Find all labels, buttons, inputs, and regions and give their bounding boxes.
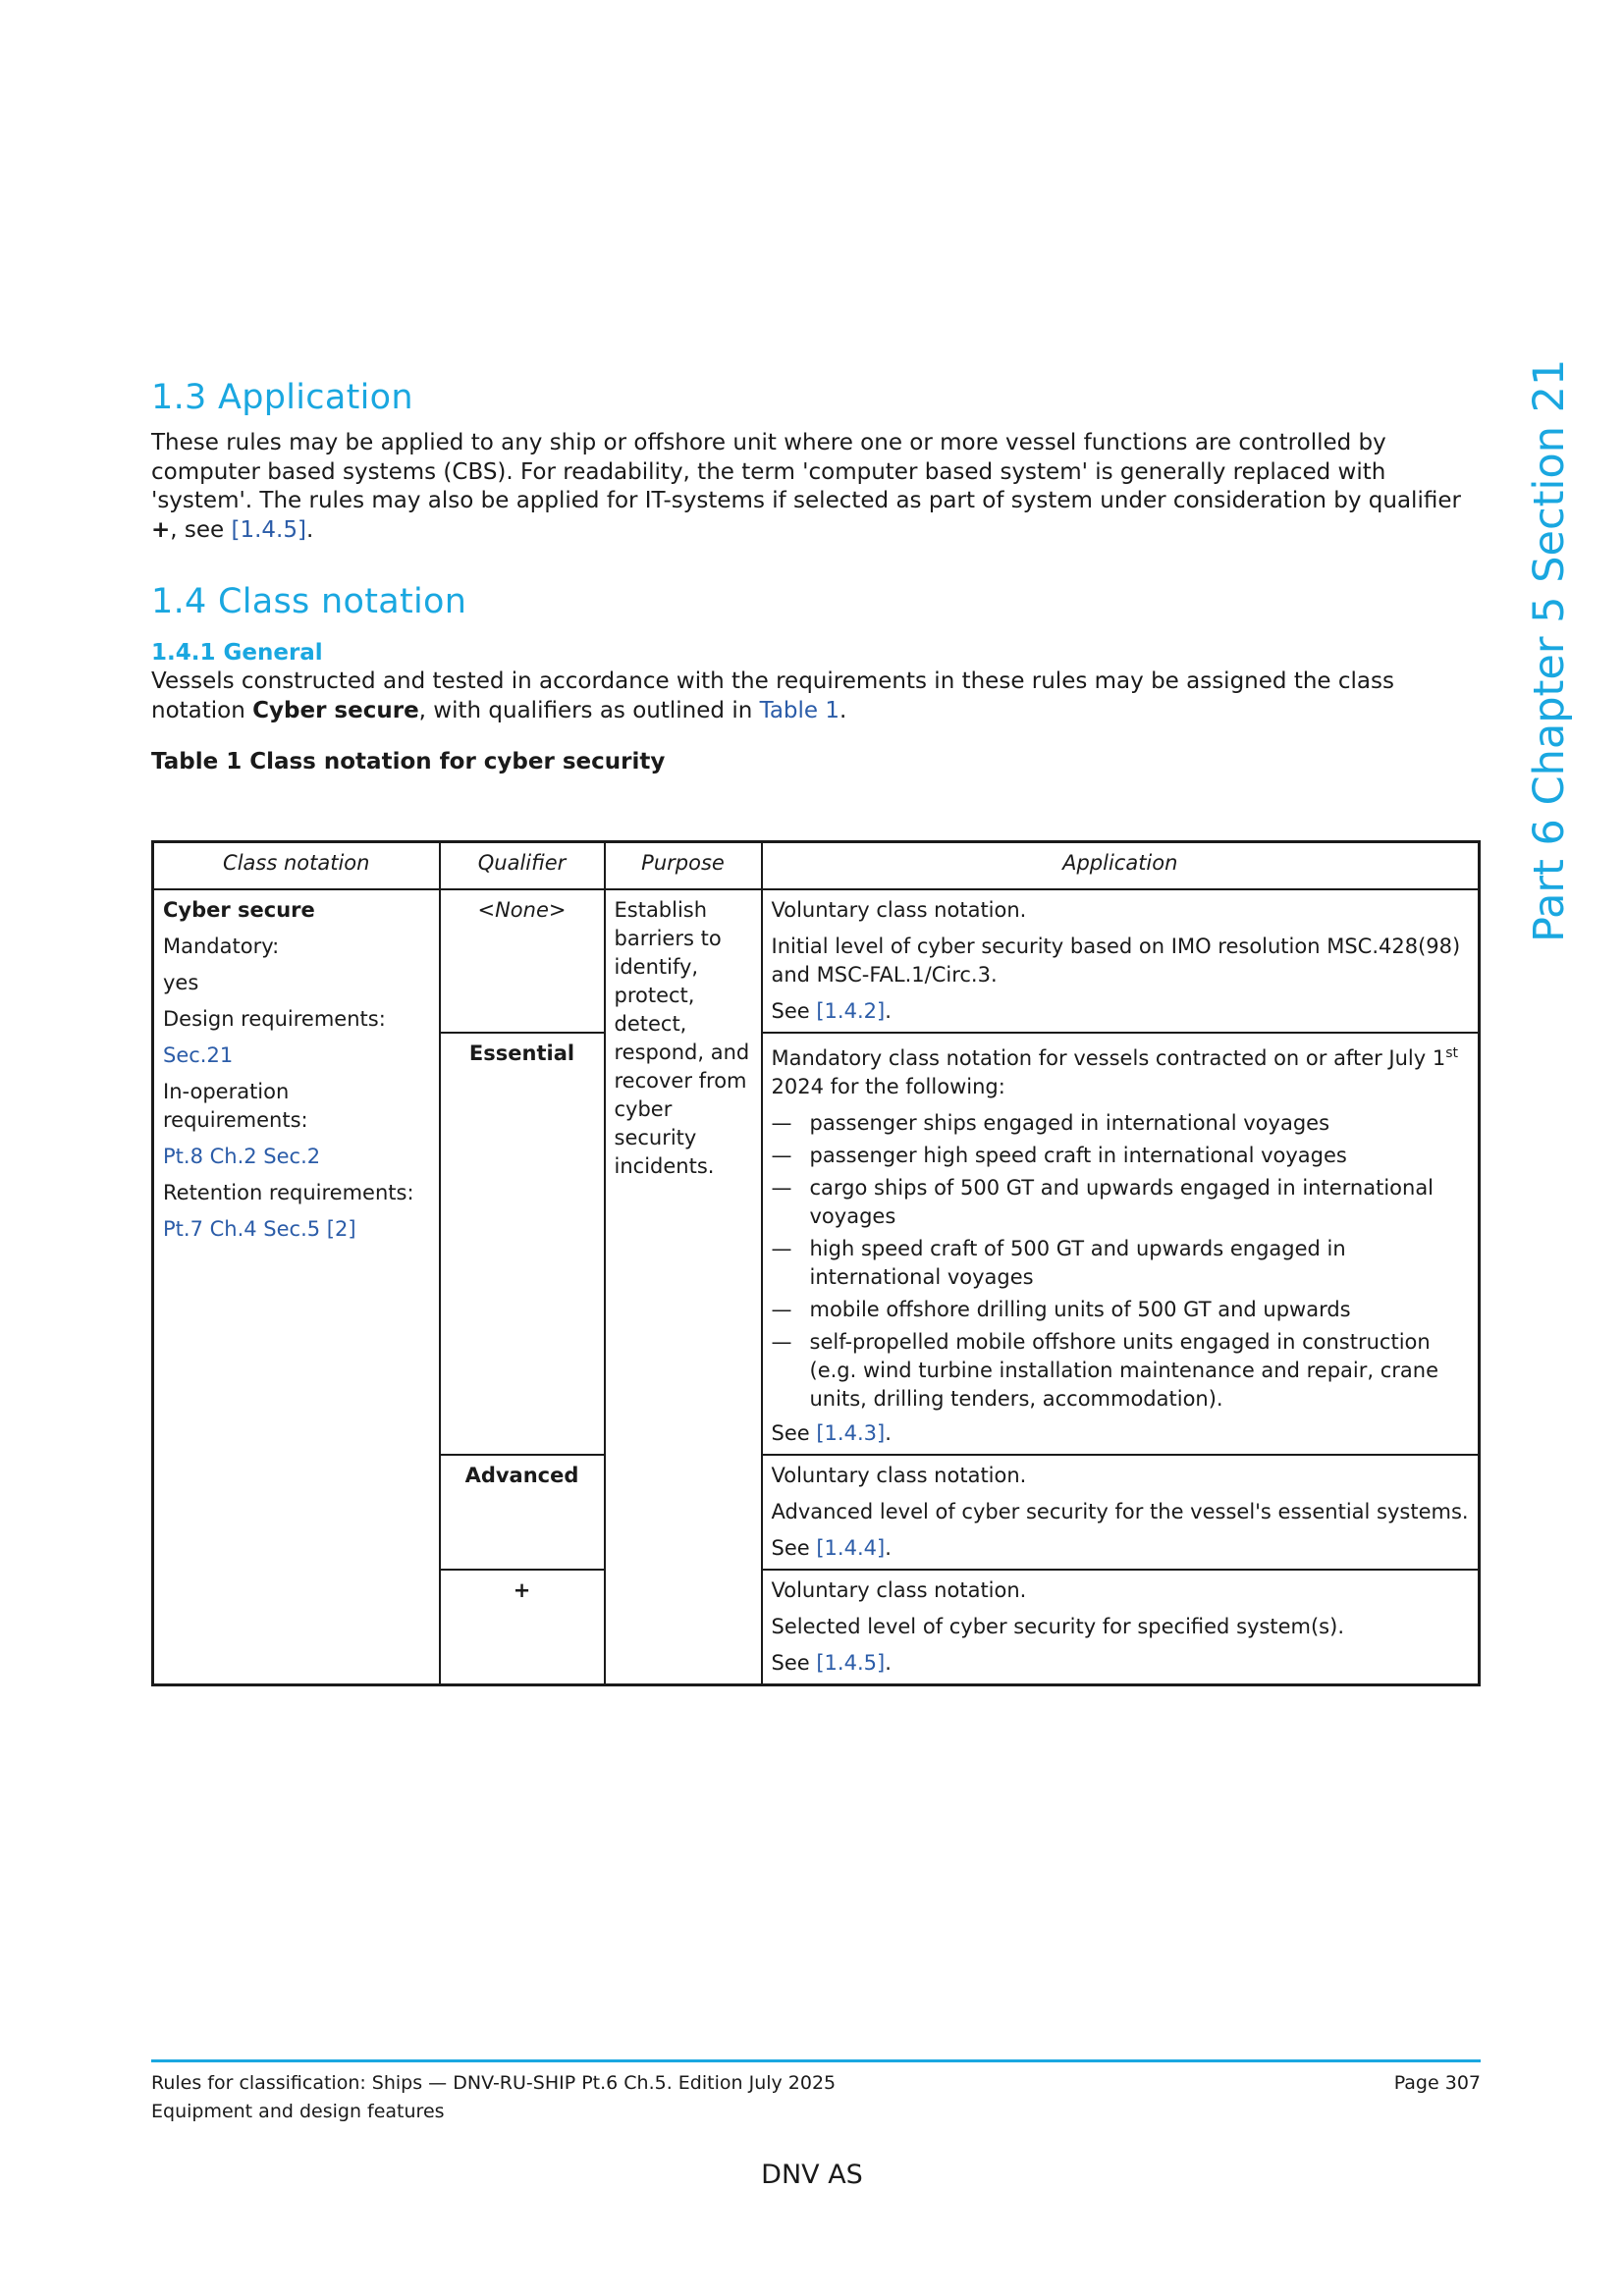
list-item: — cargo ships of 500 GT and upwards engaged in international voyages bbox=[772, 1174, 1470, 1231]
application-cell: Voluntary class notation. Advanced level of cyber security for the vessel's essential systems. See [1.4.4]. bbox=[762, 1455, 1480, 1570]
table-header-row bbox=[153, 842, 1480, 890]
footer-subtitle: Equipment and design features bbox=[151, 2101, 445, 2122]
list-item: — high speed craft of 500 GT and upwards engaged in international voyages bbox=[772, 1235, 1470, 1292]
link-1-4-2[interactable]: [1.4.2] bbox=[816, 999, 886, 1023]
page-footer bbox=[151, 2069, 1481, 2126]
link-sec21[interactable]: Sec.21 bbox=[163, 1043, 234, 1067]
link-table-1[interactable]: Table 1 bbox=[759, 697, 840, 723]
header-purpose: Purpose bbox=[605, 842, 762, 890]
side-section-title bbox=[1525, 353, 1574, 942]
application-cell: Mandatory class notation for vessels contracted on or after July 1st 2024 for the following: — passenger ships engaged in international voyages — passenger high speed craft in international voyages — cargo ships of 500 GT and upwards engaged in international voyages — high speed craft of 500 GT and upwards engaged in international voyages — mobile offshore drilling units of 500 GT and upwards — self-propelled mobile offshore units engaged in construction (e.g. wind turbine installation maintenance and repair, crane units, drilling tenders, accommodation). See [1.4.3]. bbox=[762, 1033, 1480, 1455]
application-cell: Voluntary class notation. Selected level of cyber security for specified system(s). See [1.4.5]. bbox=[762, 1570, 1480, 1685]
page-content bbox=[151, 378, 1481, 774]
list-item: — passenger ships engaged in international voyages bbox=[772, 1109, 1470, 1138]
footer-divider bbox=[151, 2059, 1481, 2062]
link-1-4-4[interactable]: [1.4.4] bbox=[816, 1536, 886, 1560]
page-number: Page 307 bbox=[1393, 2072, 1481, 2094]
company-name: DNV AS bbox=[761, 2160, 863, 2190]
link-1-4-5[interactable]: [1.4.5] bbox=[231, 516, 306, 543]
class-notation-table bbox=[151, 840, 1481, 1686]
section-1-4-heading: 1.4 Class notation bbox=[151, 582, 467, 621]
class-notation-cell: Cyber secure Mandatory: yes Design requirements: Sec.21 In-operation requirements: Pt.8 Ch.2 Sec.2 Retention requirements: Pt.7 Ch.4 Sec.5 [2] bbox=[153, 889, 440, 1685]
qualifier-advanced: Advanced bbox=[440, 1455, 605, 1570]
qualifier-plus: + bbox=[440, 1570, 605, 1685]
link-1-4-5-table[interactable]: [1.4.5] bbox=[816, 1651, 886, 1675]
application-cell: Voluntary class notation. Initial level of cyber security based on IMO resolution MSC.428(98) and MSC-FAL.1/Circ.3. See [1.4.2]. bbox=[762, 889, 1480, 1033]
section-1-3-heading: 1.3 Application bbox=[151, 378, 413, 417]
vessel-type-list bbox=[772, 1109, 1470, 1414]
section-1-4-1-heading: 1.4.1 General bbox=[151, 640, 323, 666]
qualifier-none: <None> bbox=[440, 889, 605, 1033]
header-class-notation: Class notation bbox=[153, 842, 440, 890]
side-title-text: Part 6 Chapter 5 Section 21 bbox=[1525, 358, 1574, 942]
section-1-4-1-text: Vessels constructed and tested in accordance with the requirements in these rules may be assigned the class notation Cyber secure, with qualifiers as outlined in Table 1. bbox=[151, 668, 1394, 723]
link-1-4-3[interactable]: [1.4.3] bbox=[816, 1421, 886, 1445]
footer-rules-title: Rules for classification: Ships — DNV-RU-SHIP Pt.6 Ch.5. Edition July 2025 bbox=[151, 2072, 837, 2094]
list-item: — passenger high speed craft in international voyages bbox=[772, 1142, 1470, 1170]
link-pt7-ch4-sec5[interactable]: Pt.7 Ch.4 Sec.5 [2] bbox=[163, 1217, 356, 1241]
table-row bbox=[153, 889, 1480, 1033]
plus-qualifier: + bbox=[151, 516, 171, 543]
section-1-3-text: These rules may be applied to any ship or offshore unit where one or more vessel functions are controlled by computer based systems (CBS). For readability, the term 'computer based system' is generally replaced with 'system'. The rules may also be applied for IT-systems if selected as part of system under consideration by qualifier +, see [1.4.5]. bbox=[151, 430, 1461, 543]
header-qualifier: Qualifier bbox=[440, 842, 605, 890]
header-application: Application bbox=[762, 842, 1480, 890]
purpose-cell: Establish barriers to identify, protect, detect, respond, and recover from cyber security incidents. bbox=[605, 889, 762, 1685]
list-item: — self-propelled mobile offshore units engaged in construction (e.g. wind turbine installation maintenance and repair, crane units, drilling tenders, accommodation). bbox=[772, 1328, 1470, 1414]
table-title: Table 1 Class notation for cyber security bbox=[151, 749, 666, 774]
link-pt8-ch2-sec2[interactable]: Pt.8 Ch.2 Sec.2 bbox=[163, 1145, 321, 1168]
qualifier-essential: Essential bbox=[440, 1033, 605, 1455]
class-name: Cyber secure bbox=[163, 898, 315, 922]
list-item: — mobile offshore drilling units of 500 GT and upwards bbox=[772, 1296, 1470, 1324]
